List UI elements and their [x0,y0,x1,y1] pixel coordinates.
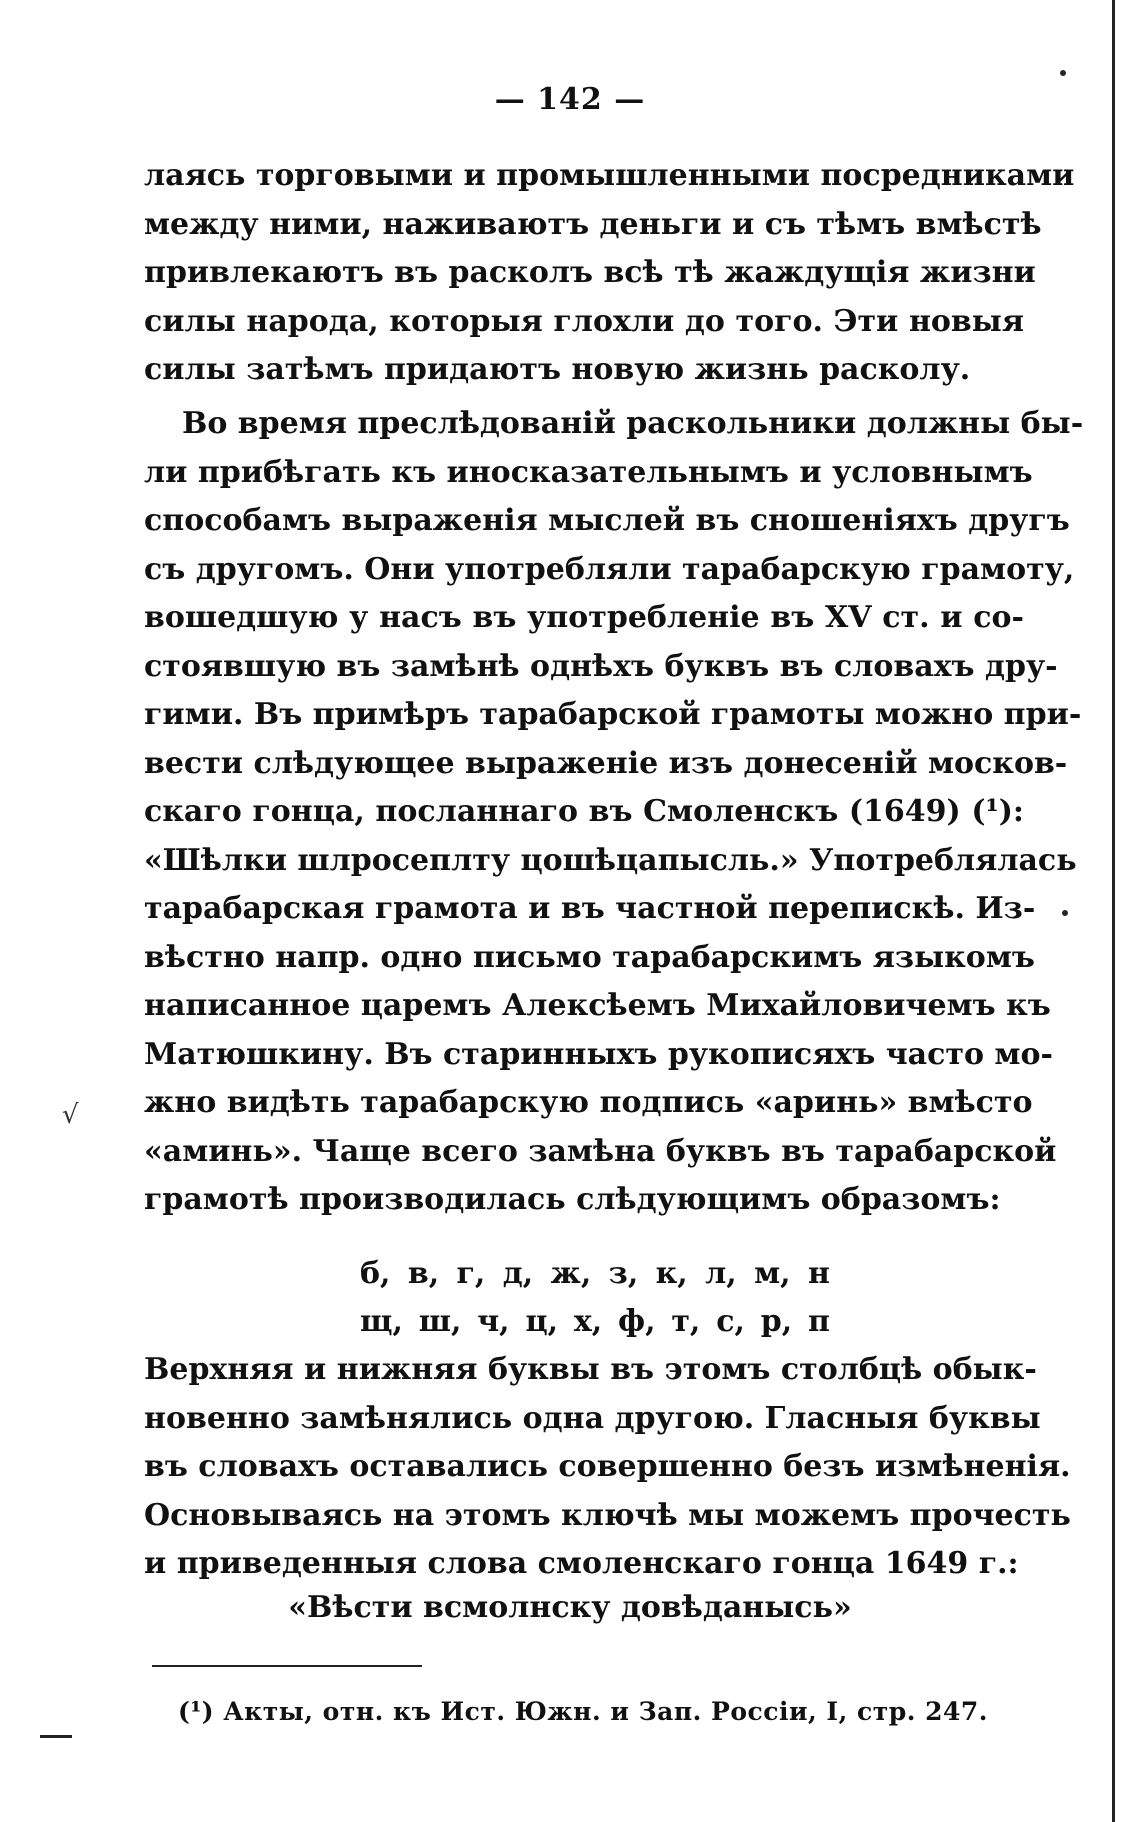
cipher-letter: л, [705,1256,737,1291]
footnote: (¹) Акты, отн. къ Ист. Южн. и Зап. Россіи, I, стр. 247. [178,1697,988,1726]
page-edge-line [1112,0,1115,1822]
text-line: новенно замѣнялись одна другою. Гласныя буквы [144,1400,1041,1436]
cipher-letter: щ, [360,1304,403,1339]
text-line: стоявшую въ замѣнѣ однѣхъ буквъ въ словахъ дру- [144,648,1058,684]
cipher-letter: м, [754,1256,791,1291]
cipher-letter: х, [573,1304,603,1339]
text-line: Матюшкину. Въ старинныхъ рукописяхъ часто мо- [144,1036,1053,1072]
cipher-letter: ж, [550,1256,592,1291]
cipher-letter: в, [407,1256,440,1291]
cipher-letter: г, [456,1256,486,1291]
scan-speck [1060,70,1066,76]
cipher-letter: н [808,1256,830,1291]
cipher-letter: з, [608,1256,639,1291]
text-line: жно видѣть тарабарскую подпись «аринь» вмѣсто [144,1085,1033,1120]
text-line: «аминь». Чаще всего замѣна буквъ въ тарабарской [144,1133,1057,1169]
text-line: способамъ выраженія мыслей въ сношеніяхъ другъ [144,503,1070,538]
text-line: грамотѣ производилась слѣдующимъ образомъ: [144,1182,1001,1217]
text-line: тарабарская грамота и въ частной перепискѣ. Из- [144,891,1036,926]
text-line: вести слѣдующее выраженіе изъ донесеній москов- [144,745,1068,781]
text-line: написанное царемъ Алексѣемъ Михайловичемъ къ [144,988,1051,1023]
text-line: силы затѣмъ придаютъ новую жизнь расколу. [144,352,971,387]
text-line: лаясь торговыми и промышленными посредниками [144,158,1075,193]
footnote-divider [152,1665,422,1667]
text-line: и приведенныя слова смоленскаго гонца 1649 г.: [144,1546,1019,1581]
cipher-letter: ф, [618,1304,656,1339]
margin-check-mark: √ [62,1100,79,1130]
text-line: между ними, наживаютъ деньги и съ тѣмъ вмѣстѣ [144,206,1042,242]
paragraph-3 [144,1346,1071,1589]
cipher-letter: к, [655,1256,688,1291]
cipher-letter: п [807,1304,830,1339]
text-line: Верхняя и нижняя буквы въ этомъ столбцѣ обык- [144,1352,1037,1387]
page-number: — 142 — [494,82,646,117]
decoded-quote: «Вѣсти всмолнску довѣданысь» [288,1590,852,1625]
cipher-letter: р, [760,1304,793,1339]
text-line: гими. Въ примѣръ тарабарской грамоты можно при- [144,697,1082,732]
text-line: ли прибѣгать къ иносказательнымъ и условнымъ [144,454,1033,490]
cipher-letter: д, [502,1256,534,1291]
text-line: вошедшую у насъ въ употребленіе въ XV ст. и со- [144,600,1024,635]
text-line: силы народа, которыя глохли до того. Эти новыя [144,303,1024,339]
cipher-letter: ш, [418,1304,462,1339]
cipher-letter: т, [671,1304,701,1339]
text-line: Во время преслѣдованій раскольники должны бы- [182,406,1084,441]
text-line: Основываясь на этомъ ключѣ мы можемъ прочесть [144,1497,1071,1533]
cipher-letter: с, [716,1304,745,1339]
text-line: скаго гонца, посланнаго въ Смоленскъ (1649) (¹): [144,794,1024,829]
text-line: «Шѣлки шлросеплту цошѣцапысль.» Употреблялась [144,842,1077,878]
text-line: вѣстно напр. одно письмо тарабарскимъ языкомъ [144,939,1035,975]
scan-speck [1062,910,1068,916]
cipher-bottom-row [360,1298,830,1346]
paragraph-2 [144,400,1084,1225]
scan-mark [40,1735,72,1738]
cipher-table [360,1250,830,1346]
cipher-letter: ч, [477,1304,510,1339]
cipher-letter: б, [360,1256,391,1291]
cipher-top-row [360,1250,830,1298]
cipher-letter: ц, [525,1304,559,1339]
text-line: съ другомъ. Они употребляли тарабарскую грамоту, [144,551,1075,587]
text-line: привлекаютъ въ расколъ всѣ тѣ жаждущія жизни [144,255,1036,290]
paragraph-1 [144,152,1075,395]
text-line: въ словахъ оставались совершенно безъ измѣненія. [144,1449,1071,1484]
